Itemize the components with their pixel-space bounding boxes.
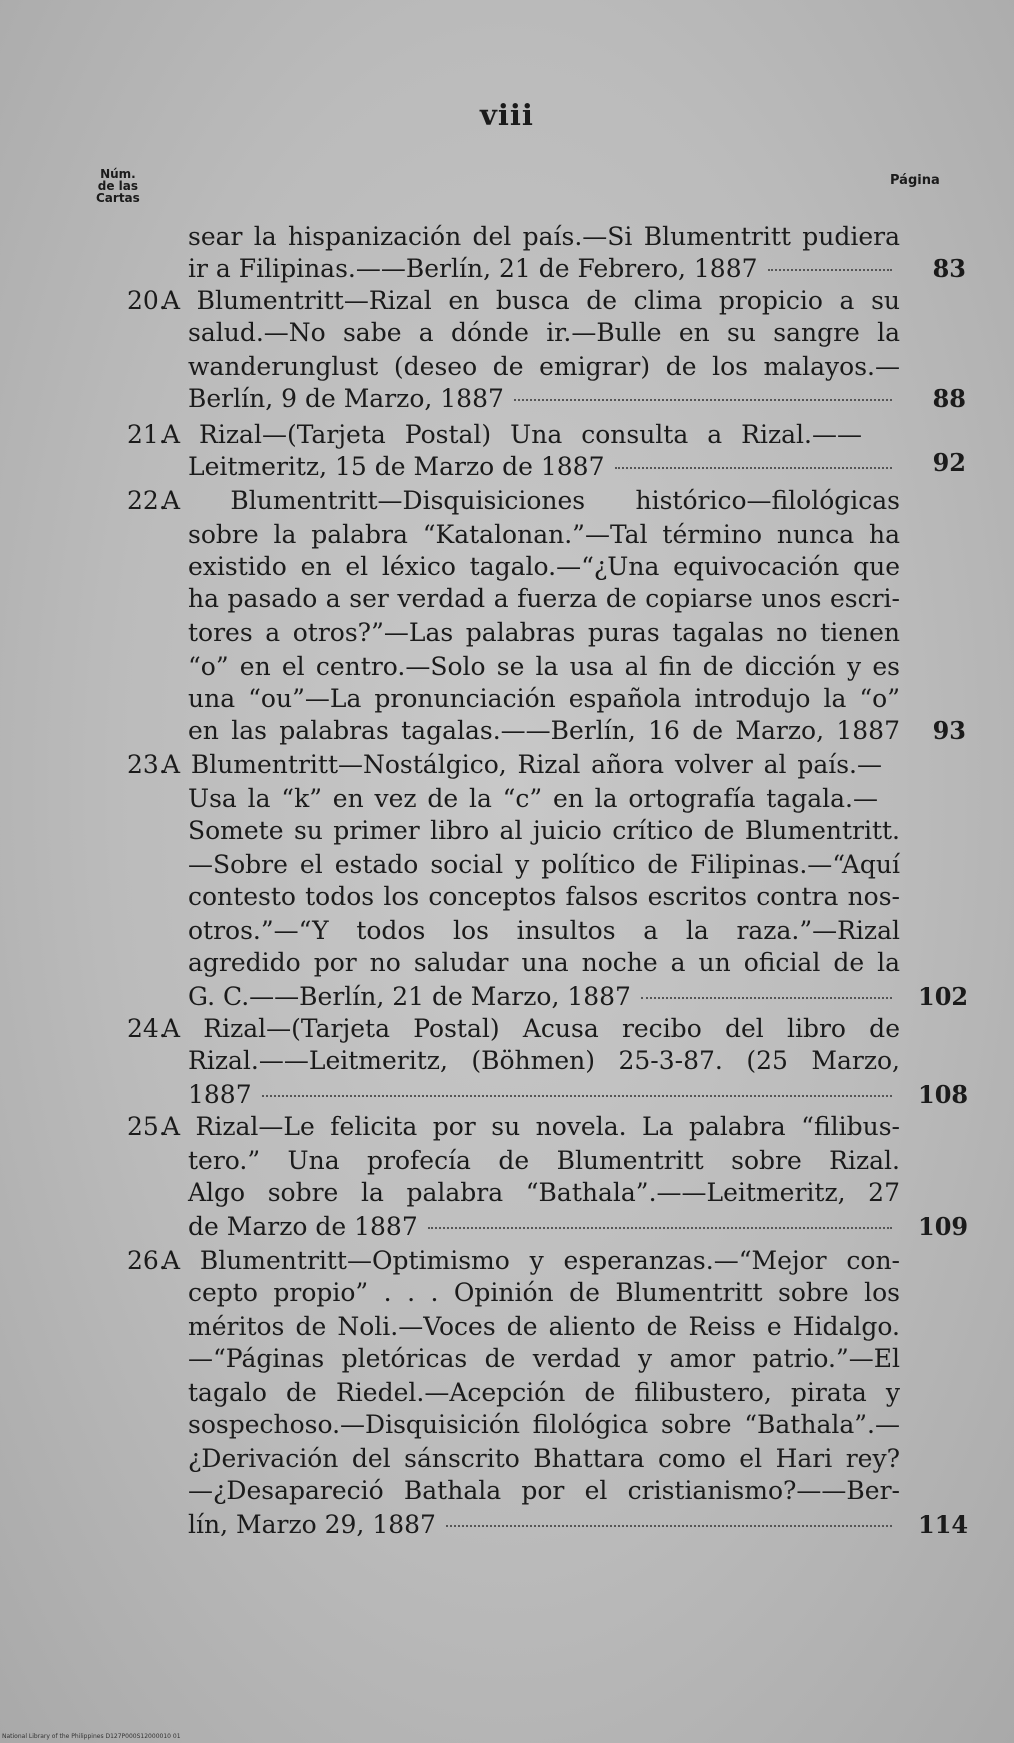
entry-line: A Blumentritt—Nostálgico, Rizal añora volver al país.— (162, 750, 882, 779)
page-reference: 92 (932, 448, 966, 477)
page-reference: 114 (918, 1510, 969, 1539)
page-number: viii (480, 98, 534, 132)
entry-line: ir a Filipinas.——Berlín, 21 de Febrero, 1887 (188, 252, 900, 286)
entry-line: una “ou”—La pronunciación española introdujo la “o” (188, 684, 900, 713)
entry-line: tores a otros?”—Las palabras puras tagalas no tienen (188, 618, 900, 647)
entry-line: sobre la palabra “Katalonan.”—Tal término nunca ha (188, 520, 900, 549)
entry-line: tagalo de Riedel.—Acepción de filibustero, pirata y (188, 1378, 900, 1407)
entry-line: Usa la “k” en vez de la “c” en la ortografía tagala.— (188, 784, 878, 813)
page-reference: 108 (918, 1080, 969, 1109)
letter-number: 25. (127, 1112, 167, 1141)
entry-line: ha pasado a ser verdad a fuerza de copiarse unos escri- (188, 584, 900, 613)
letter-number: 26. (127, 1246, 167, 1275)
entry-line: A Rizal—(Tarjeta Postal) Una consulta a Rizal.—— (162, 420, 862, 449)
page-reference: 83 (932, 254, 966, 283)
dot-leader (446, 1525, 892, 1527)
entry-line: Somete su primer libro al juicio crítico de Blumentritt. (188, 816, 900, 845)
dot-leader (262, 1095, 892, 1097)
entry-line: A Blumentritt—Optimismo y esperanzas.—“Mejor con- (162, 1246, 900, 1275)
entry-line: sospechoso.—Disquisición filológica sobre “Bathala”.— (188, 1410, 900, 1439)
entry-line: —“Páginas pletóricas de verdad y amor patrio.”—El (188, 1344, 900, 1373)
page-reference: 102 (918, 982, 969, 1011)
num-label-line: Núm. (100, 167, 136, 181)
letter-number: 20. (127, 286, 167, 315)
entry-line: cepto propio” . . . Opinión de Blumentritt sobre los (188, 1278, 900, 1307)
dot-leader (615, 467, 893, 469)
entry-line: sear la hispanización del país.—Si Blumentritt pudiera (188, 222, 900, 251)
dot-leader (514, 399, 892, 401)
column-label-letter-number (96, 168, 140, 204)
entry-line: agredido por no saludar una noche a un oficial de la (188, 948, 900, 977)
entry-line: A Rizal—(Tarjeta Postal) Acusa recibo del libro de (162, 1014, 900, 1043)
letter-number: 24. (127, 1014, 167, 1043)
letter-number: 21. (127, 420, 167, 449)
entry-line: A Blumentritt—Disquisiciones histórico—filológicas (162, 486, 900, 515)
dot-leader (428, 1227, 892, 1229)
entry-line: en las palabras tagalas.——Berlín, 16 de Marzo, 1887 (188, 716, 900, 745)
entry-line: ¿Derivación del sánscrito Bhattara como el Hari rey? (188, 1444, 900, 1473)
letter-number: 22. (127, 486, 167, 515)
entry-line: méritos de Noli.—Voces de aliento de Reiss e Hidalgo. (188, 1312, 900, 1341)
num-label-line: de las (97, 179, 139, 193)
entry-line: otros.”—“Y todos los insultos a la raza.”—Rizal (188, 916, 900, 945)
entry-line: lín, Marzo 29, 1887 (188, 1508, 900, 1542)
entry-line: wanderunglust (deseo de emigrar) de los malayos.— (188, 352, 900, 381)
entry-line: existido en el léxico tagalo.—“¿Una equivocación que (188, 552, 900, 581)
entry-line: Algo sobre la palabra “Bathala”.——Leitmeritz, 27 (188, 1178, 900, 1207)
library-footer: National Library of the Philippines D127P000S12000010 01 (2, 1733, 181, 1740)
entry-line: contesto todos los conceptos falsos escritos contra nos- (188, 882, 900, 911)
entry-line: Berlín, 9 de Marzo, 1887 (188, 382, 900, 416)
column-label-page: Página (890, 173, 940, 188)
letter-number: 23. (127, 750, 167, 779)
entry-line: Rizal.——Leitmeritz, (Böhmen) 25-3-87. (25 Marzo, (188, 1046, 900, 1075)
num-label-line: Cartas (96, 191, 140, 205)
page-reference: 109 (918, 1212, 969, 1241)
entry-line: A Blumentritt—Rizal en busca de clima propicio a su (162, 286, 900, 315)
entry-line: “o” en el centro.—Solo se la usa al fin de dicción y es (188, 652, 900, 681)
entry-line: Leitmeritz, 15 de Marzo de 1887 (188, 450, 900, 484)
entry-line: salud.—No sabe a dónde ir.—Bulle en su sangre la (188, 318, 900, 347)
entry-line: 1887 (188, 1078, 900, 1112)
entry-line: —¿Desapareció Bathala por el cristianismo?——Ber- (188, 1476, 900, 1505)
page-reference: 93 (932, 716, 966, 745)
entry-line: de Marzo de 1887 (188, 1210, 900, 1244)
entry-line: tero.” Una profecía de Blumentritt sobre Rizal. (188, 1146, 900, 1175)
dot-leader (768, 269, 892, 271)
entry-line: A Rizal—Le felicita por su novela. La palabra “filibus- (162, 1112, 900, 1141)
entry-line: G. C.——Berlín, 21 de Marzo, 1887 (188, 980, 900, 1014)
page-reference: 88 (932, 384, 966, 413)
entry-line: —Sobre el estado social y político de Filipinas.—“Aquí (188, 850, 900, 879)
dot-leader (641, 997, 892, 999)
